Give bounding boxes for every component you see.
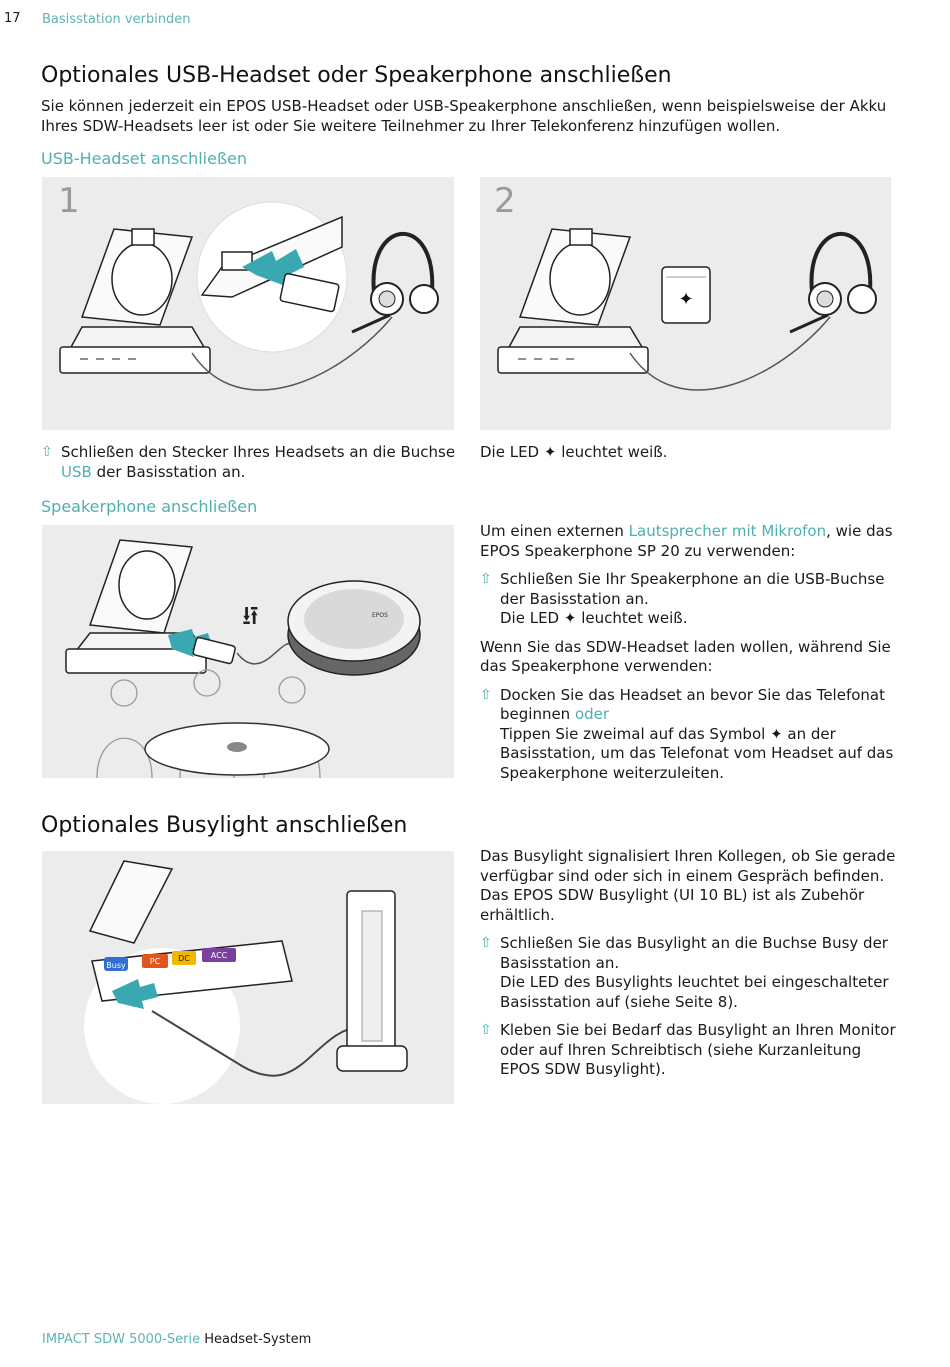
speaker-link: Lautsprecher mit Mikrofon xyxy=(628,522,827,540)
busylight-step2 xyxy=(480,1021,900,1080)
illustration-speakerphone-conference xyxy=(42,525,454,778)
port-label-dc: DC xyxy=(178,954,190,963)
busylight-step1 xyxy=(480,934,900,1012)
bullet-arrow-icon: ⇧ xyxy=(480,686,492,703)
step-text: Docken Sie das Headset an bevor Sie das Telefonat beginnen xyxy=(500,685,885,723)
section-title-busylight: Optionales Busylight anschließen xyxy=(41,813,408,838)
usb-port-link: USB xyxy=(61,462,92,481)
illustration-base-station-led xyxy=(480,177,891,430)
step-text: Kleben Sie bei Bedarf das Busylight an Ihren Monitor oder auf Ihren Schreibtisch (siehe Kurzanleitung EPOS SDW Busylight). xyxy=(500,1021,896,1078)
charge-intro: Wenn Sie das SDW-Headset laden wollen, während Sie das Speakerphone verwenden: xyxy=(480,637,891,675)
step-text: Tippen Sie zweimal auf das Symbol ✦ an der Basisstation, um das Telefonat vom Headset auf das Speakerphone weiterzuleiten. xyxy=(500,724,894,782)
speaker-intro: Um einen externen Lautsprecher mit Mikrofon, wie das EPOS Speakerphone SP 20 zu verwenden: xyxy=(480,522,893,560)
speaker-step1 xyxy=(480,570,900,629)
busylight-text xyxy=(480,847,900,1080)
usb-icon: ⭿ xyxy=(242,602,259,632)
port-label-acc: ACC xyxy=(210,951,228,960)
bullet-arrow-icon: ⇧ xyxy=(480,935,492,951)
illustration-busylight xyxy=(42,851,454,1104)
figure-usb-headset-step1 xyxy=(42,177,454,430)
usb-intro: Sie können jederzeit ein EPOS USB-Headset oder USB-Speakerphone anschließen, wenn beispielsweise der Akku Ihres SDW-Headsets leer ist oder Sie weitere Teilnehmer zu Ihrer Telekonferenz hinzufügen wollen. xyxy=(41,97,887,135)
footer-brand: IMPACT SDW 5000-Serie xyxy=(42,1332,201,1347)
illustration-base-station-headset xyxy=(42,177,454,430)
figure-number-2: 2 xyxy=(494,181,516,221)
port-label-pc: PC xyxy=(149,957,161,966)
bullet-arrow-icon: ⇧ xyxy=(480,1022,492,1038)
or-word: oder xyxy=(574,705,610,723)
subtitle-usb-headset: USB-Headset anschließen xyxy=(41,149,248,168)
footer-product: Headset-System xyxy=(204,1332,312,1347)
port-label-busy: Busy xyxy=(106,961,126,970)
step-text: Schließen Sie Ihr Speakerphone an die USB-Buchse der Basisstation an. xyxy=(500,570,885,608)
led-star-icon: ✦ xyxy=(678,289,694,310)
bullet-arrow-icon: ⇧ xyxy=(480,571,492,587)
section-title-usb: Optionales USB-Headset oder Speakerphone anschließen xyxy=(41,63,672,88)
speaker-brand: EPOS xyxy=(372,612,388,619)
footer xyxy=(42,1332,311,1347)
figure-speakerphone xyxy=(42,525,454,778)
bullet-arrow-icon: ⇧ xyxy=(41,444,53,460)
usb-headset-step2: Die LED ✦ leuchtet weiß. xyxy=(480,443,668,461)
running-header: Basisstation verbinden xyxy=(42,12,191,27)
step-text: Die LED des Busylights leuchtet bei eingeschalteter Basisstation auf (siehe Seite 8). xyxy=(500,973,889,1011)
usb-headset-step1 xyxy=(41,443,461,482)
page-number: 17 xyxy=(4,11,21,26)
step-text: Die LED ✦ leuchtet weiß. xyxy=(500,609,688,627)
step-text: der Basisstation an. xyxy=(91,462,246,481)
step-text: Schließen den Stecker Ihres Headsets an die Buchse xyxy=(61,443,456,461)
subtitle-speakerphone: Speakerphone anschließen xyxy=(41,497,258,516)
figure-usb-headset-step2 xyxy=(480,177,891,430)
speakerphone-text xyxy=(480,522,900,783)
busylight-intro: Das Busylight signalisiert Ihren Kollegen, ob Sie gerade verfügbar sind oder sich in einem Gespräch befinden. Das EPOS SDW Busylight (UI 10 BL) ist als Zubehör erhältlich. xyxy=(480,847,896,924)
figure-busylight xyxy=(42,851,454,1104)
step-text: Schließen Sie das Busylight an die Buchse Busy der Basisstation an. xyxy=(500,934,888,972)
charge-step xyxy=(480,686,900,784)
figure-number-1: 1 xyxy=(58,181,80,221)
